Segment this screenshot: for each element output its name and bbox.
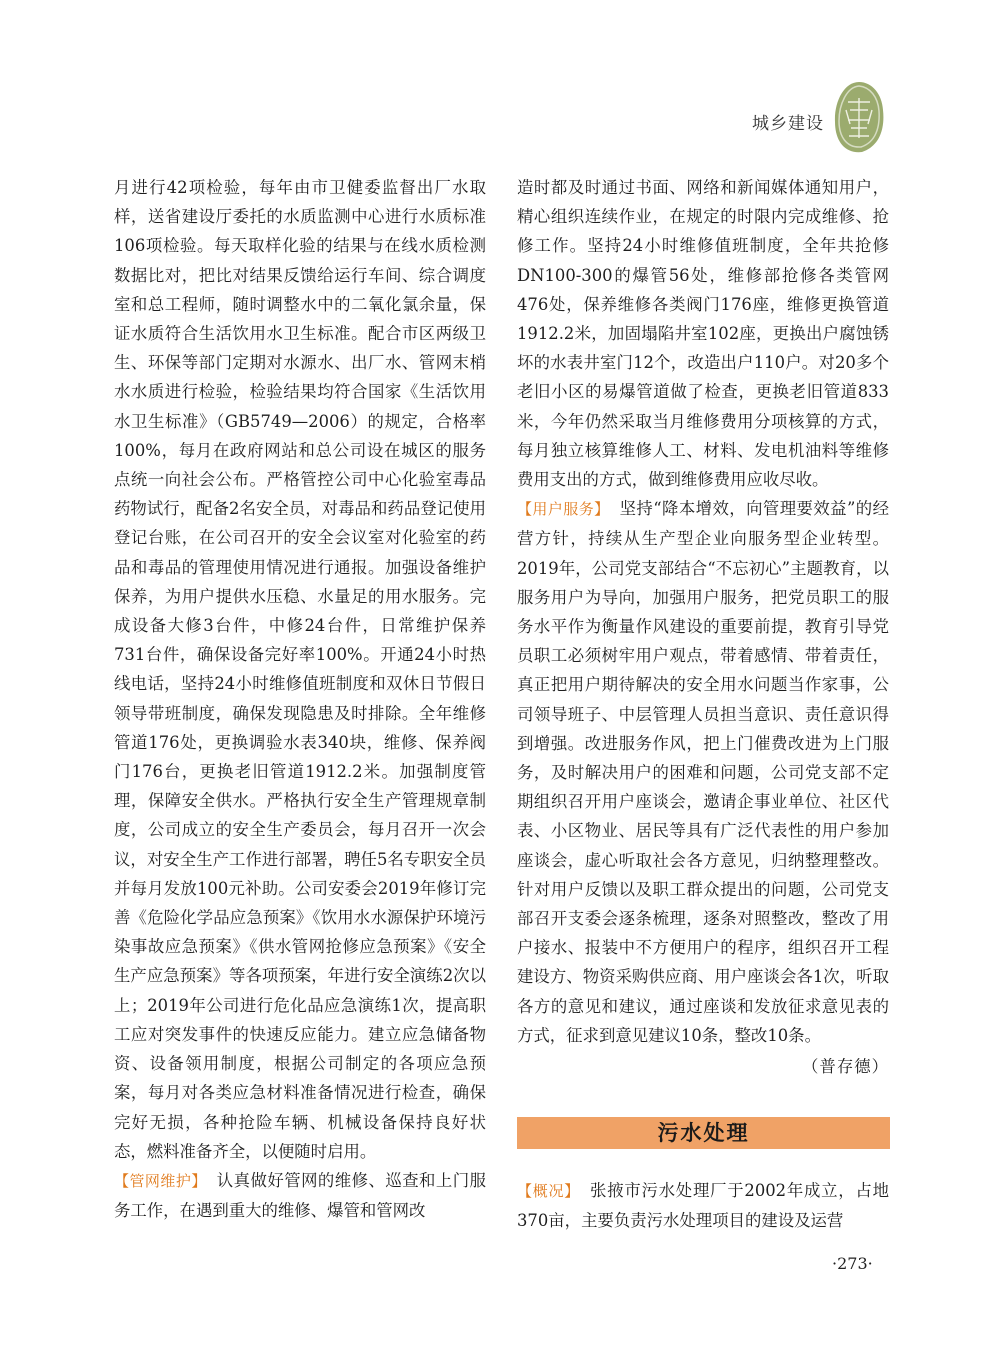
- left-paragraph-2-text: 认真做好管网的维修、巡查和上门服务工作，在遇到重大的维修、爆管和管网改: [114, 1170, 486, 1221]
- section-heading-sewage: 污水处理: [517, 1117, 890, 1149]
- right-paragraph-3-text: 张掖市污水处理厂于2002年成立，占地370亩，主要负责污水处理项目的建设及运营: [517, 1181, 889, 1231]
- page-number: ·273·: [832, 1254, 873, 1273]
- right-paragraph-2-text: 坚持“降本增效，向管理要效益”的经营方针，持续从生产型企业向服务型企业转型。2019年，公司党支部结合“不忘初心”主题教育，以服务用户为导向，加强用户服务，把党员职工的服务水平作为衡量作风建设的重要前提，教育引导党员职工必须树牢用户观点，带着感情、带着责任，真正把用户期待解决的安全用水问题当作家事，公司领导班子、中层管理人员担当意识、责任意识得到增强。改进服务作风，把上门催费改进为上门服务，及时解决用户的困难和问题，公司党支部不定期组织召开用户座谈会，邀请企事业单位、社区代表、小区物业、居民等具有广泛代表性的用户参加座谈会，虚心听取社会各方意见，归纳整理整改。针对用户反馈以及职工群众提出的问题，公司党支部召开支委会逐条梳理，逐条对照整改，整改了用户接水、报装中不方便用户的程序，组织召开工程建设方、物资采购供应商、用户座谈会各1次，听取各方的意见和建议，通过座谈和发放征求意见表的方式，征求到意见建议10条，整改10条。: [517, 499, 889, 1045]
- left-column: [114, 173, 486, 1225]
- right-paragraph-3: [517, 1176, 889, 1235]
- seal-icon: [832, 80, 886, 154]
- right-column: [517, 173, 889, 1081]
- right-paragraph-2: [517, 494, 889, 1050]
- page-header-label: 城乡建设: [752, 114, 824, 134]
- tag-pipe-maintenance: 【管网维护】: [114, 1171, 207, 1190]
- right-column-lower: [517, 1176, 889, 1235]
- tag-user-service: 【用户服务】: [517, 500, 610, 519]
- tag-overview: 【概况】: [517, 1182, 581, 1200]
- right-paragraph-1: 造时都及时通过书面、网络和新闻媒体通知用户，精心组织连续作业，在规定的时限内完成维修、抢修工作。坚持24小时维修值班制度，全年共抢修DN100-300的爆管56处，维修部抢修各类管网476处，保养维修各类阀门176座，维修更换管道1912.2米，加固塌陷井室102座，更换出户腐蚀锈坏的水表井室门12个，改造出户110户。对20多个老旧小区的易爆管道做了检查，更换老旧管道833米，今年仍然采取当月维修费用分项核算的方式，每月独立核算维修人工、材料、发电机油料等维修费用支出的方式，做到维修费用应收尽收。: [517, 178, 889, 490]
- left-paragraph-2: [114, 1166, 486, 1225]
- author-credit: （普存德）: [802, 1057, 889, 1077]
- left-paragraph-1: 月进行42项检验，每年由市卫健委监督出厂水取样，送省建设厅委托的水质监测中心进行水质标准106项检验。每天取样化验的结果与在线水质检测数据比对，把比对结果反馈给运行车间、综合调度室和总工程师，随时调整水中的二氧化氯余量，保证水质符合生活饮用水卫生标准。配合市区两级卫生、环保等部门定期对水源水、出厂水、管网末梢水水质进行检验，检验结果均符合国家《生活饮用水卫生标准》（GB5749—2006）的规定，合格率100%，每月在政府网站和总公司设在城区的服务点统一向社会公布。严格管控公司中心化验室毒品药物试行，配备2名安全员，对毒品和药品登记使用登记台账，在公司召开的安全会议室对化验室的药品和毒品的管理使用情况进行通报。加强设备维护保养，为用户提供水压稳、水量足的用水服务。完成设备大修3台件，中修24台件，日常维护保养731台件，确保设备完好率100%。开通24小时热线电话，坚持24小时维修值班制度和双休日节假日领导带班制度，确保发现隐患及时排除。全年维修管道176处，更换调验水表340块，维修、保养阀门176台，更换老旧管道1912.2米。加强制度管理，保障安全供水。严格执行安全生产管理规章制度，公司成立的安全生产委员会，每月召开一次会议，对安全生产工作进行部署，聘任5名专职安全员并每月发放100元补助。公司安委会2019年修订完善《危险化学品应急预案》《饮用水水源保护环境污染事故应急预案》《供水管网抢修应急预案》《安全生产应急预案》等各项预案，年进行安全演练2次以上；2019年公司进行危化品应急演练1次，提高职工应对突发事件的快速反应能力。建立应急储备物资、设备领用制度，根据公司制定的各项应急预案，每月对各类应急材料准备情况进行检查，确保完好无损，各种抢险车辆、机械设备保持良好状态，燃料准备齐全，以便随时启用。: [114, 178, 486, 1161]
